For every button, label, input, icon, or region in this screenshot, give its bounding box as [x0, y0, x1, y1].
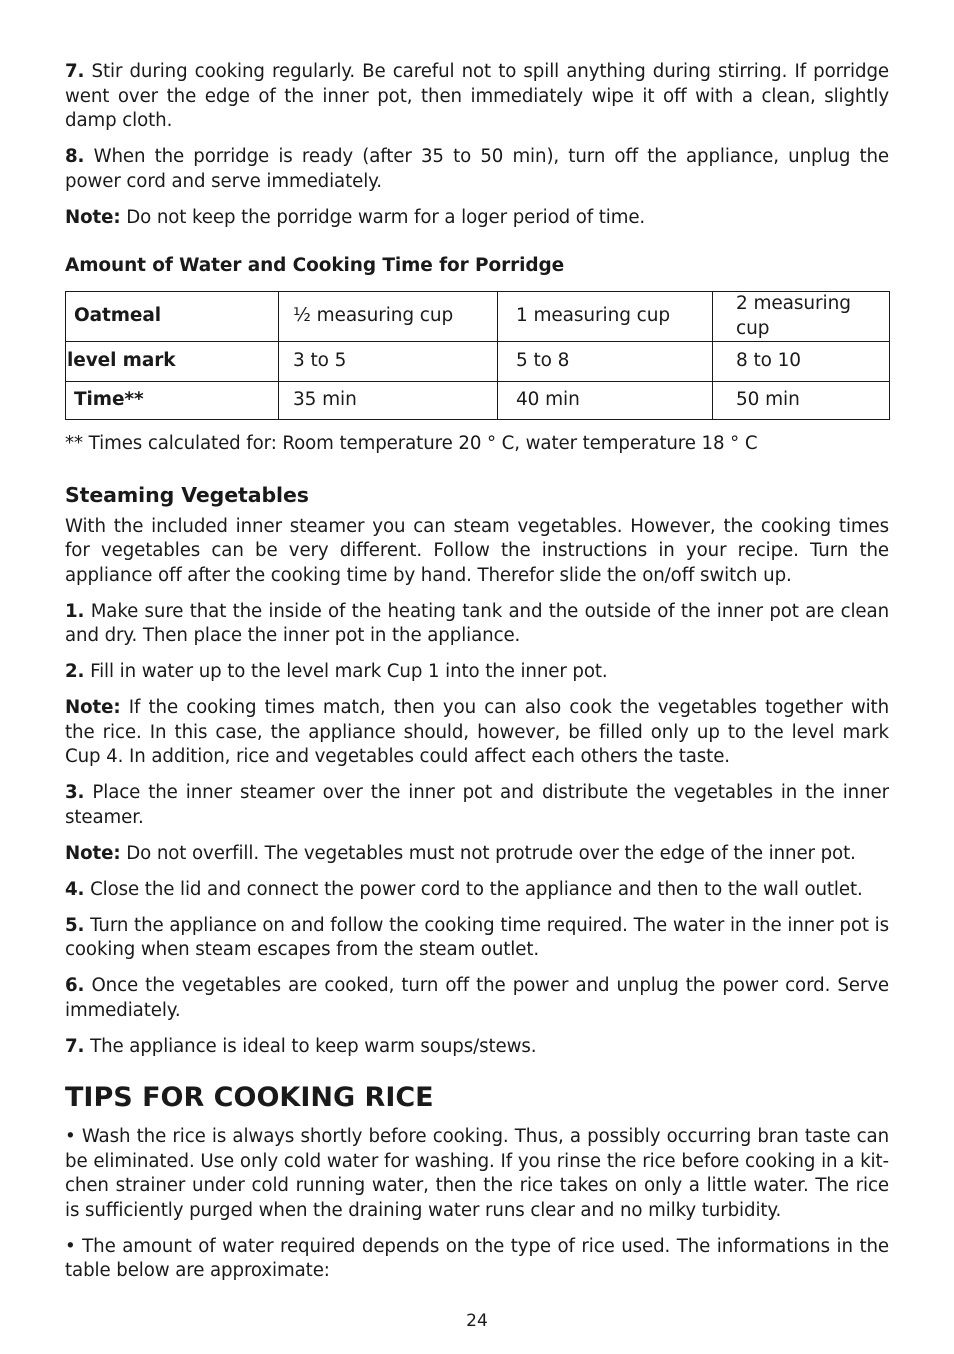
- steaming-intro: With the included inner steamer you can steam vegetables. However, the cooking times for vegetables can be very different. Follow the instructions in your recipe. Turn the appliance off after the cooking time by hand. Therefor slide the on/off switch up.: [65, 515, 889, 586]
- tips-bullet-1: • Wash the rice is always shortly before cooking. Thus, a possibly occurring bran taste can be eliminated. Use only cold water for washing. If you rinse the rice before cooking in a kit-chen strainer under cold running water, then the rice takes on only a little water. The rice is sufficiently purged when the draining water runs clear and no milky turbidity.: [65, 1126, 889, 1221]
- page-content: [65, 60, 889, 1295]
- note-text: If the cooking times match, then you can also cook the vegetables together with the rice. In this case, the appliance should, however, be filled only up to the level mark Cup 4. In addition, rice and vegetables could affect each others the taste.: [65, 697, 890, 767]
- table-cell: 1 measuring cup: [498, 292, 713, 342]
- step-text: Make sure that the inside of the heating tank and the outside of the inner pot are clean and dry. Then place the inner pot in the appliance.: [65, 600, 889, 646]
- page-number: 24: [466, 1311, 488, 1331]
- table-title: Amount of Water and Cooking Time for Porridge: [65, 255, 565, 276]
- row-header-time: Time**: [66, 382, 279, 420]
- step-number: 7.: [65, 1035, 85, 1057]
- porridge-table: [65, 291, 890, 420]
- steaming-step-5: [65, 914, 889, 963]
- step-number: 5.: [65, 914, 85, 936]
- step-text: Fill in water up to the level mark Cup 1 into the inner pot.: [90, 661, 608, 682]
- step-number: 2.: [65, 661, 85, 682]
- porridge-step-8: [65, 145, 889, 194]
- steaming-step-4: [65, 878, 889, 903]
- table-cell: 35 min: [279, 382, 498, 420]
- steaming-note-2: [65, 842, 889, 867]
- row-header-oatmeal: Oatmeal: [66, 292, 279, 342]
- step-text: Place the inner steamer over the inner pot and distribute the vegetables in the inner steamer.: [65, 782, 889, 828]
- step-text: Turn the appliance on and follow the cooking time required. The water in the inner pot is cooking when steam escapes from the steam outlet.: [65, 914, 890, 960]
- tips-heading: TIPS FOR COOKING RICE: [65, 1082, 434, 1113]
- steaming-step-3: [65, 781, 889, 830]
- table-row: [66, 382, 890, 420]
- table-row: [66, 292, 890, 342]
- table-cell: 40 min: [498, 382, 713, 420]
- step-text: Once the vegetables are cooked, turn off the power and unplug the power cord. Serve immediately.: [65, 975, 889, 1021]
- note-text: Do not overfill. The vegetables must not protrude over the edge of the inner pot.: [126, 842, 856, 864]
- table-cell: ½ measuring cup: [279, 292, 498, 342]
- steaming-step-2: [65, 660, 889, 685]
- note-text: Do not keep the porridge warm for a loger period of time.: [126, 206, 646, 228]
- step-number: 3.: [65, 782, 85, 803]
- step-text: Stir during cooking regularly. Be careful not to spill anything during stirring. If porridge went over the edge of the inner pot, then immediately wipe it off with a clean, slightly damp cloth.: [65, 61, 889, 131]
- steaming-note-1: [65, 696, 889, 770]
- steaming-heading: Steaming Vegetables: [65, 482, 309, 507]
- step-text: Close the lid and connect the power cord to the appliance and then to the wall outlet.: [90, 878, 863, 900]
- table-cell: 2 measuring cup: [713, 292, 890, 342]
- note-label: Note:: [65, 842, 121, 864]
- porridge-note: [65, 206, 889, 231]
- step-number: 7.: [65, 61, 85, 82]
- step-text: When the porridge is ready (after 35 to 50 min), turn off the appliance, unplug the power cord and serve immediately.: [65, 146, 889, 192]
- table-row: [66, 342, 890, 382]
- steaming-step-6: [65, 974, 889, 1023]
- porridge-step-7: [65, 60, 889, 134]
- step-number: 8.: [65, 146, 85, 167]
- table-cell: 8 to 10: [713, 342, 890, 382]
- steaming-step-7: [65, 1035, 889, 1060]
- step-text: The appliance is ideal to keep warm soups/stews.: [90, 1035, 537, 1057]
- step-number: 4.: [65, 878, 85, 900]
- row-header-level-mark: level mark: [66, 342, 279, 382]
- note-label: Note:: [65, 206, 121, 228]
- step-number: 6.: [65, 975, 85, 996]
- steaming-step-1: [65, 600, 889, 649]
- tips-bullet-2: • The amount of water required depends on the type of rice used. The informations in the table below are approximate:: [65, 1235, 889, 1281]
- table-cell: 50 min: [713, 382, 890, 420]
- note-label: Note:: [65, 697, 121, 718]
- table-cell: 3 to 5: [279, 342, 498, 382]
- table-footnote: ** Times calculated for: Room temperature 20 ° C, water temperature 18 ° C: [65, 433, 758, 454]
- step-number: 1.: [65, 600, 85, 622]
- table-cell: 5 to 8: [498, 342, 713, 382]
